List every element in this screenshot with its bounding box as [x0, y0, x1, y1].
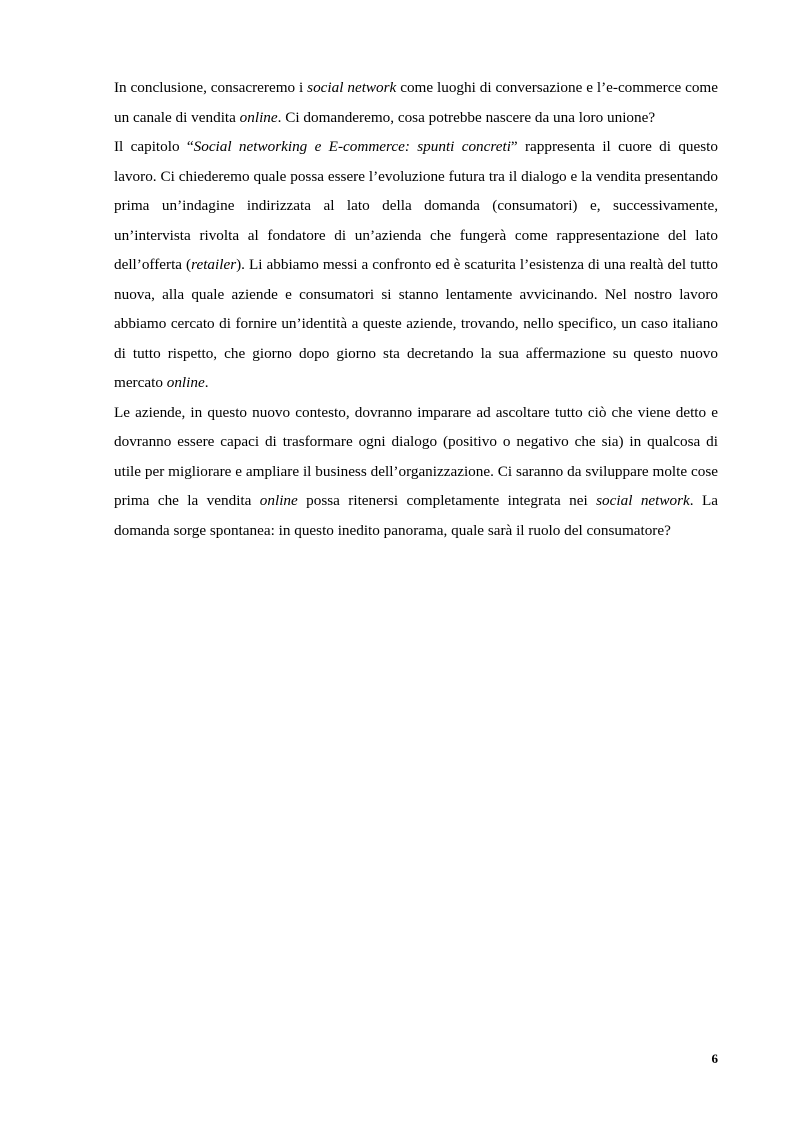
- text-run: ” rappresenta il cuore di questo lavoro. Ci chiederemo quale possa essere l’evoluzione futura tra il dialogo e la vendita presentando prima un’indagine indirizzata al lato della domanda (consumatori) e, successivamente, un’intervista rivolta al fondatore di un’azienda che fungerà come rappresentazione del lato dell’offerta (: [114, 138, 718, 273]
- paragraph-chapter-overview: [114, 132, 718, 398]
- text-run: .: [204, 374, 209, 391]
- text-run: . La domanda sorge spontanea: in questo inedito panorama, quale sarà il ruolo del consumatore?: [114, 492, 718, 539]
- text-run: In conclusione, consacreremo i: [114, 79, 308, 96]
- italic-text-run: online: [166, 374, 205, 391]
- text-run: ). Li abbiamo messi a confronto ed è scaturita l’esistenza di una realtà del tutto nuova, alla quale aziende e consumatori si stanno lentamente avvicinando. Nel nostro lavoro abbiamo cercato di fornire un’identità a queste aziende, trovando, nello specifico, un caso italiano di tutto rispetto, che giorno dopo giorno sta decretando la sua affermazione su questo nuovo mercato: [114, 256, 718, 391]
- italic-text-run: Social networking e E-commerce: spunti concreti: [193, 138, 511, 155]
- italic-text-run: social network: [596, 492, 690, 509]
- text-run: possa ritenersi completamente integrata nei: [297, 492, 597, 509]
- italic-text-run: online: [239, 108, 278, 126]
- italic-text-run: social network: [307, 79, 397, 96]
- text-run: Il capitolo “: [114, 138, 194, 155]
- paragraph-companies-context: [114, 398, 718, 546]
- text-run: come luoghi di conversazione e l’e-commerce come un canale di vendita: [114, 79, 718, 126]
- paragraph-conclusion: [114, 73, 718, 132]
- text-run: . Ci domanderemo, cosa potrebbe nascere da una loro unione?: [277, 108, 656, 126]
- body-text: [114, 73, 718, 545]
- page-number: 6: [711, 1051, 718, 1066]
- italic-text-run: retailer: [191, 256, 237, 273]
- text-run: Le aziende, in questo nuovo contesto, dovranno imparare ad ascoltare tutto ciò che viene detto e dovranno essere capaci di trasformare ogni dialogo (positivo o negativo che sia) in qualcosa di utile per migliorare e ampliare il business dell’organizzazione. Ci saranno da sviluppare molte cose prima che la vendita: [114, 403, 718, 509]
- italic-text-run: online: [259, 492, 298, 509]
